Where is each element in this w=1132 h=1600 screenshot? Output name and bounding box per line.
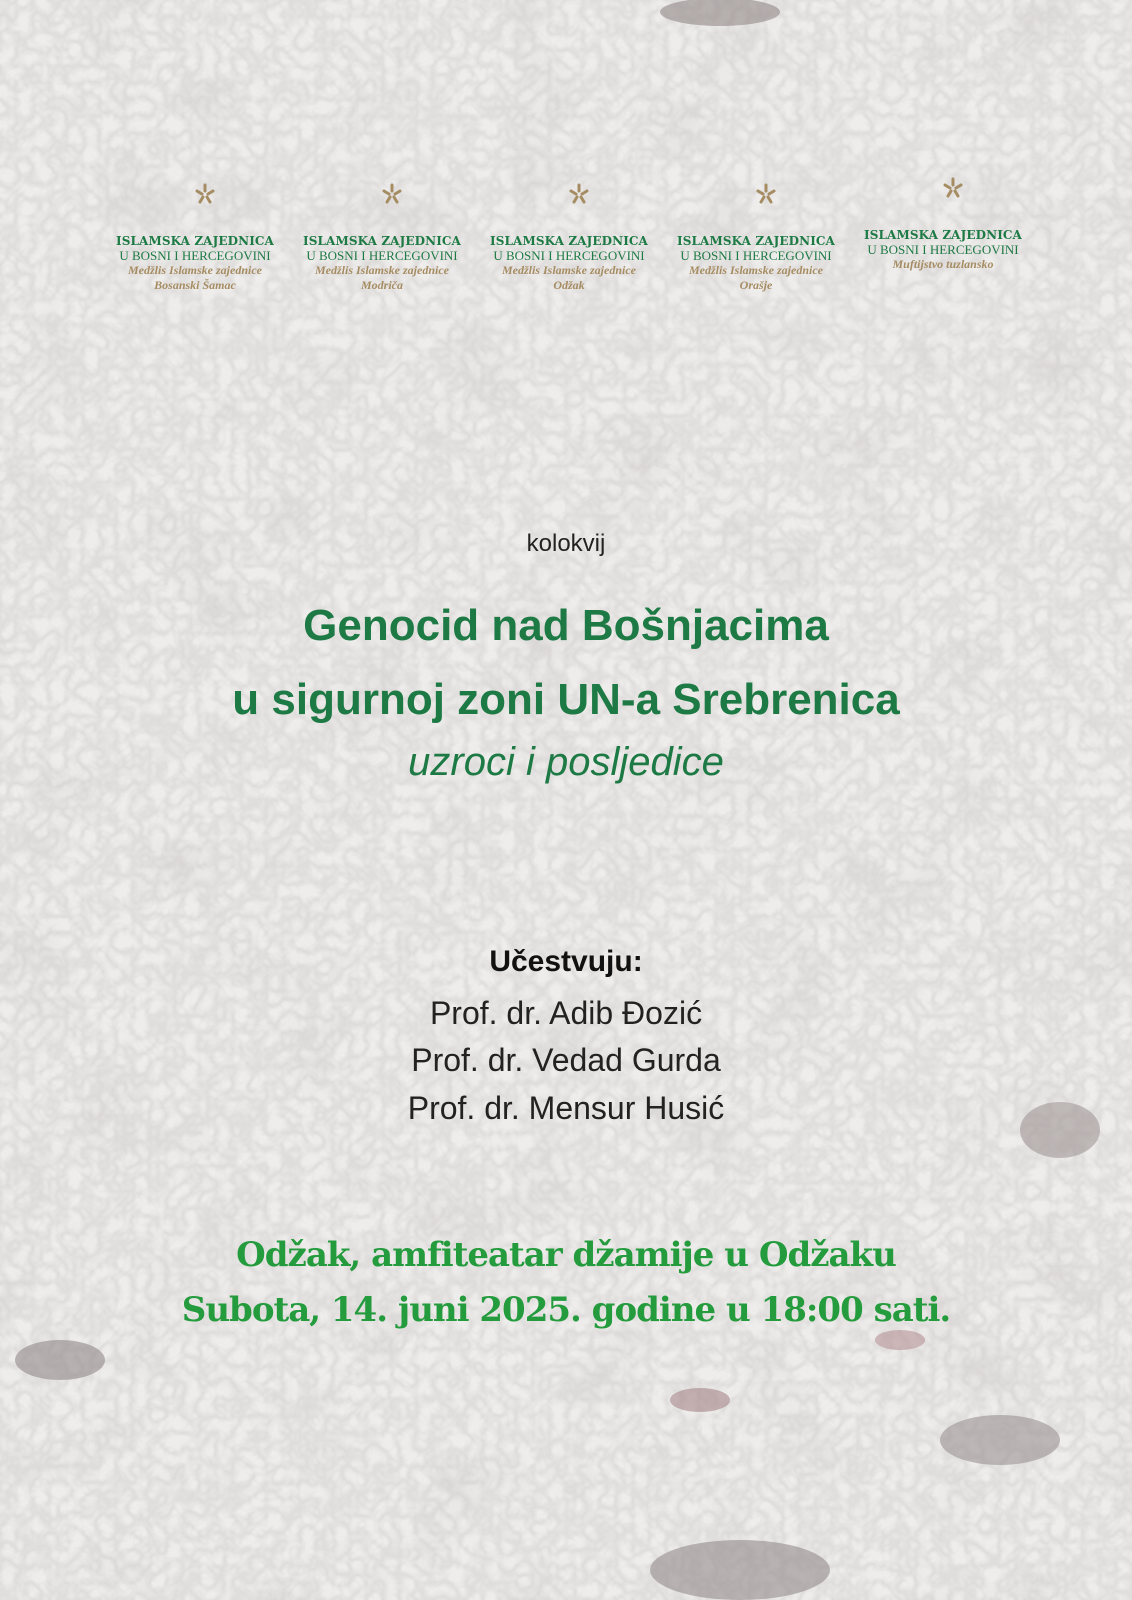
participant-name: Prof. dr. Vedad Gurda	[411, 1042, 721, 1078]
logo-place: Orašje	[739, 278, 773, 292]
logo-country: U BOSNI I HERCEGOVINI	[119, 248, 271, 263]
logo-unit: Medžlis Islamske zajednice	[128, 263, 262, 277]
logo-name: ISLAMSKA ZAJEDNICA	[864, 228, 1022, 242]
logo-country: U BOSNI I HERCEGOVINI	[306, 248, 458, 263]
crescent-star-icon	[913, 164, 973, 216]
event-type: kolokvij	[526, 530, 606, 557]
logo-odzak	[474, 170, 664, 293]
logo-name: ISLAMSKA ZAJEDNICA	[490, 234, 648, 248]
participant-name: Prof. dr. Mensur Husić	[407, 1090, 725, 1126]
logo-unit: Muftijstvo tuzlansko	[892, 257, 994, 271]
logo-country: U BOSNI I HERCEGOVINI	[680, 248, 832, 263]
logo-bosanski-samac	[100, 170, 290, 293]
crescent-star-icon	[539, 170, 599, 222]
participants-label: Učestvuju:	[489, 945, 643, 978]
logo-name: ISLAMSKA ZAJEDNICA	[677, 234, 835, 248]
logo-country: U BOSNI I HERCEGOVINI	[867, 242, 1019, 257]
participant-name: Prof. dr. Adib Đozić	[429, 995, 703, 1031]
crescent-star-icon	[352, 170, 412, 222]
venue-location: Odžak, amfiteatar džamije u Odžaku	[236, 1235, 896, 1275]
venue-datetime: Subota, 14. juni 2025. godine u 18:00 sati.	[181, 1290, 951, 1330]
logo-name: ISLAMSKA ZAJEDNICA	[116, 234, 274, 248]
logo-orasje	[661, 170, 851, 293]
event-subtitle: uzroci i posljedice	[408, 740, 724, 784]
logo-unit: Medžlis Islamske zajednice	[315, 263, 449, 277]
event-title-line-2: u sigurnoj zoni UN-a Srebrenica	[232, 675, 900, 724]
logo-place: Bosanski Šamac	[154, 278, 236, 292]
logo-place: Modriča	[361, 278, 403, 292]
organizer-logos	[100, 170, 1040, 320]
logo-place: Odžak	[553, 278, 585, 292]
crescent-star-icon	[165, 170, 225, 222]
logo-modrica	[287, 170, 477, 293]
logo-name: ISLAMSKA ZAJEDNICA	[303, 234, 461, 248]
crescent-star-icon	[726, 170, 786, 222]
event-title-line-1: Genocid nad Bošnjacima	[303, 601, 829, 650]
logo-unit: Medžlis Islamske zajednice	[502, 263, 636, 277]
logo-muftijstvo-tuzlansko	[848, 164, 1038, 272]
logo-country: U BOSNI I HERCEGOVINI	[493, 248, 645, 263]
logo-unit: Medžlis Islamske zajednice	[689, 263, 823, 277]
